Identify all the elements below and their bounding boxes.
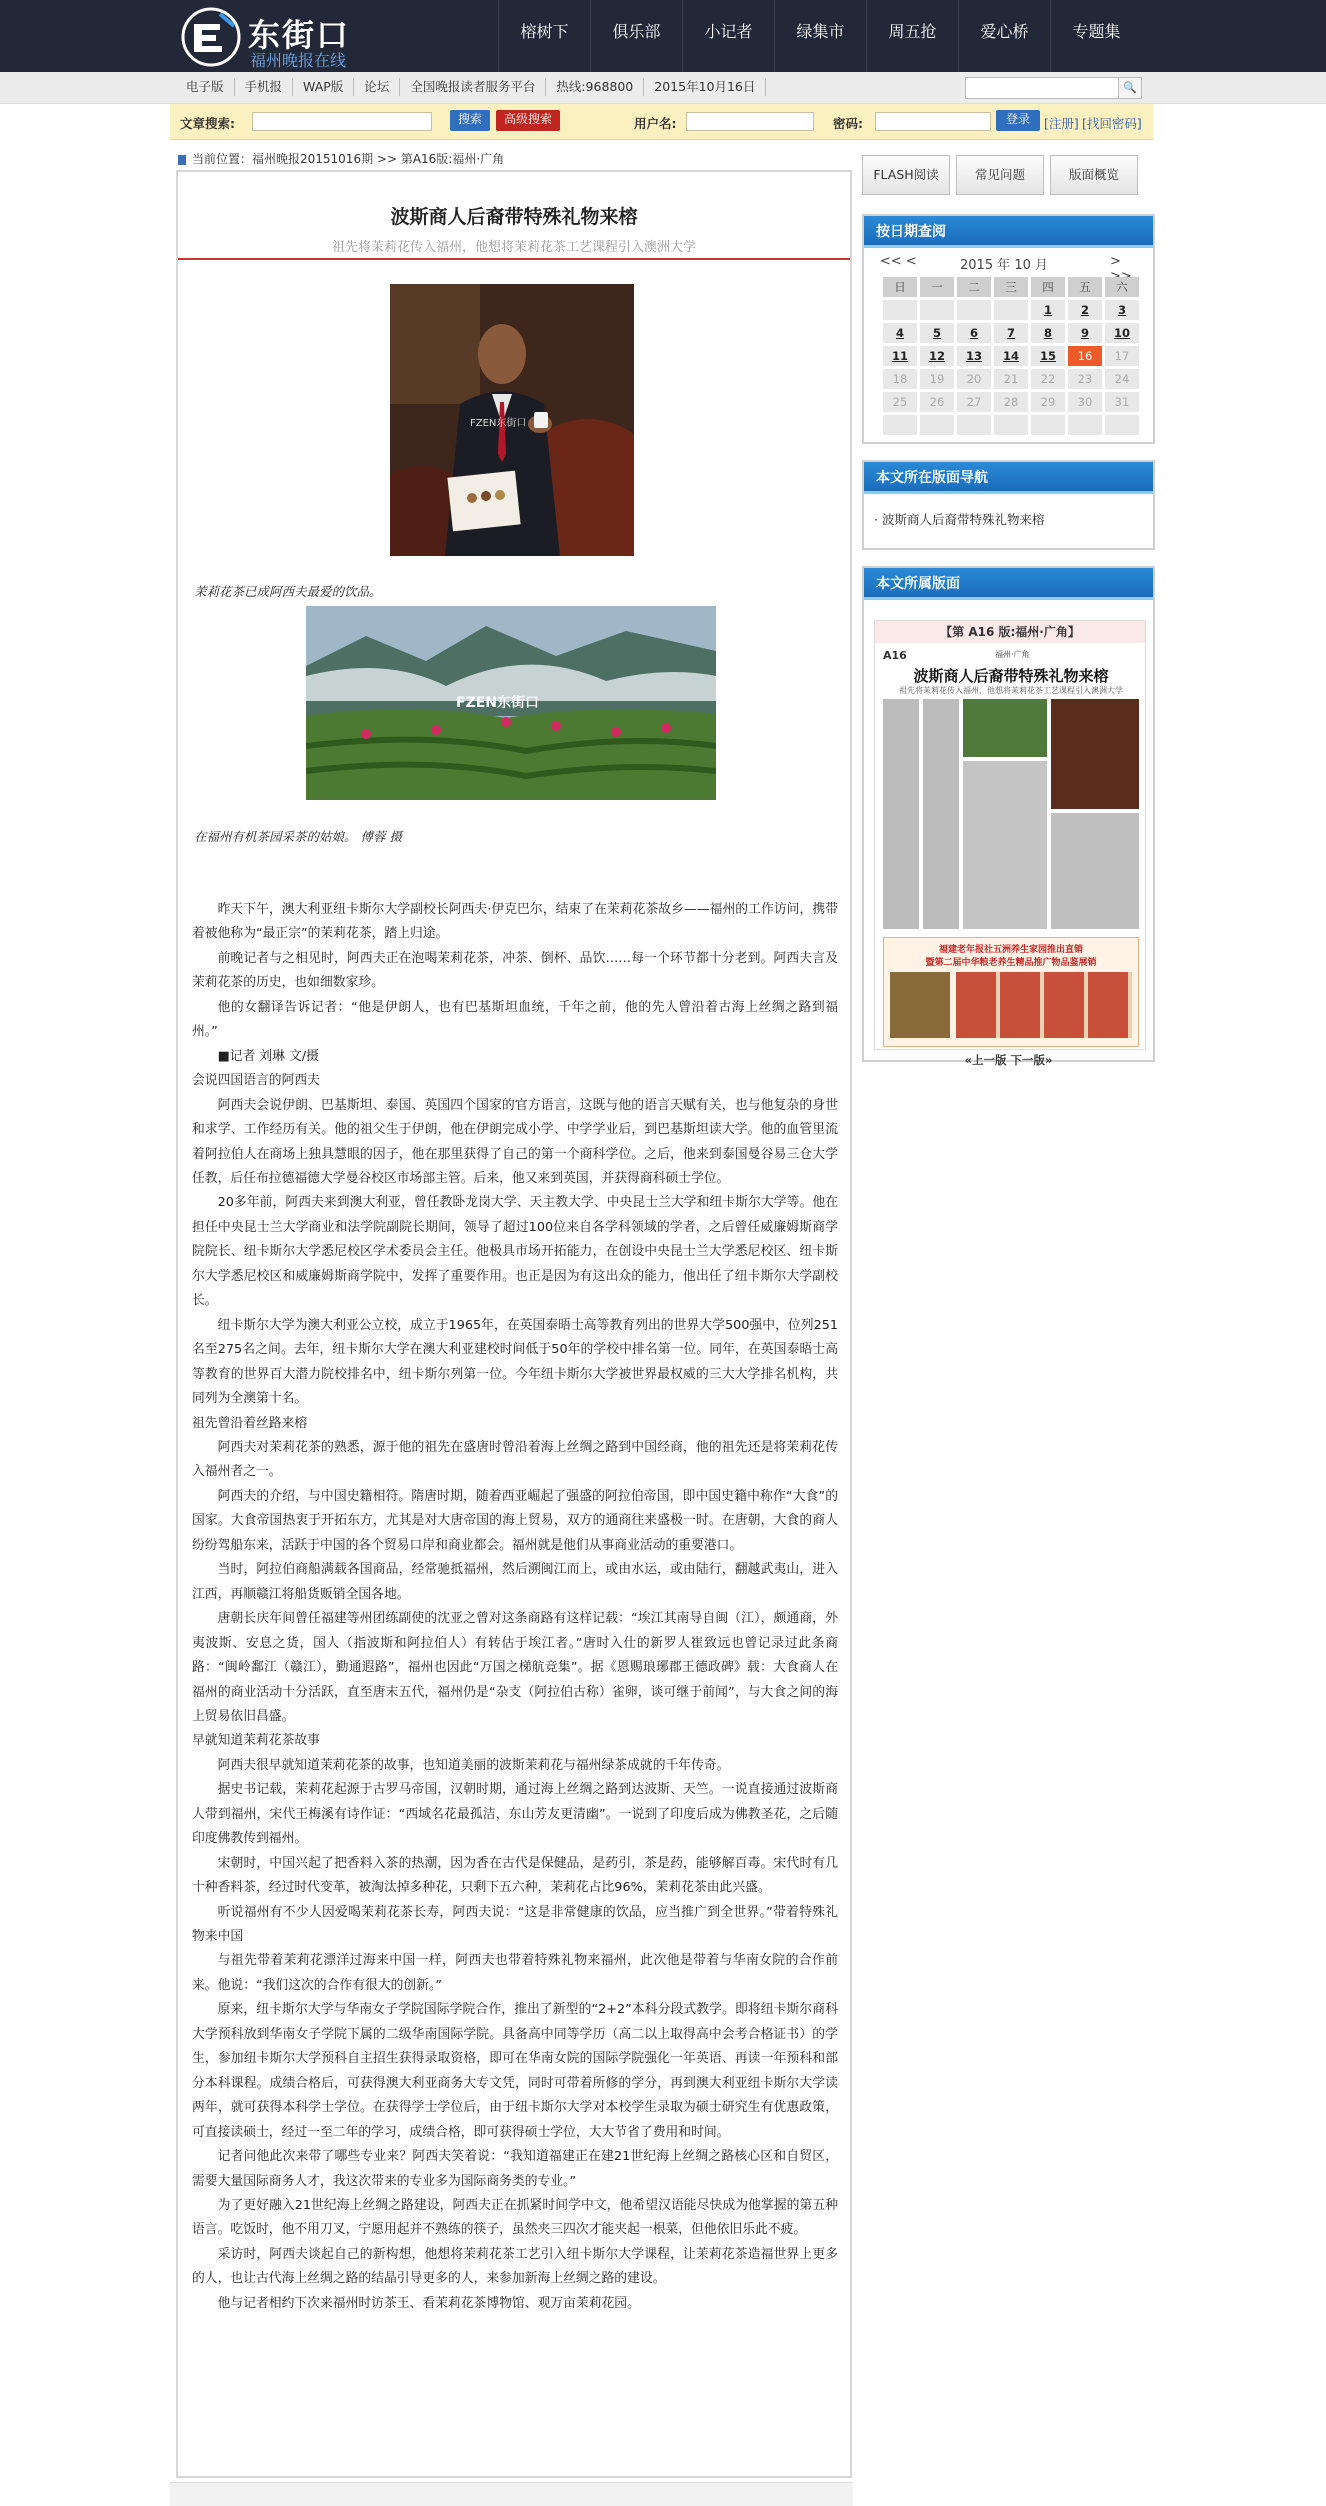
article-paragraph: 阿西夫很早就知道茉莉花茶的故事，也知道美丽的波斯茉莉花与福州绿茶成就的千年传奇。 [217,1757,730,1773]
article-paragraph: 阿西夫的介绍，与中国史籍相符。隋唐时期，随着西亚崛起了强盛的阿拉伯帝国，即中国史籍中称作“大食”的国家。大食帝国热衷于开拓东方，尤其是对大唐帝国的海上贸易，双方的通商往来盛极一时。在唐朝，大食的商人纷纷驾船东来，活跃于中国的各个贸易口岸和商业都会。福州就是他们从事商业活动的重要港口。 [192,1488,838,1553]
calendar-title: 按日期查阅 [864,216,1153,248]
calendar-weekday: 六 [1105,277,1139,297]
photo-caption-1: 茉莉花茶已成阿西夫最爱的饮品。 [194,584,382,599]
article-paragraph: 他的女翻译告诉记者：“他是伊朗人，也有巴基斯坦血统，千年之前，他的先人曾沿着古海上丝绸之路到福州。” [192,999,838,1040]
section-nav-box [862,460,1155,550]
article-paragraph: 唐朝长庆年间曾任福建等州团练副使的沈亚之曾对这条商路有这样记载：“埃江其南导自闽（江），颇通商，外夷波斯、安息之货，国人（指波斯和阿拉伯人）有转估于埃江者。”唐时入仕的新罗人崔致远也曾记录过此条商路：“闽岭鄱江（赣江），勤通遐路”，福州也因此“万国之梯航竞集”。据《恩赐琅琊郡王德政碑》载：大食商人在福州的商业活动十分活跃，直至唐末五代，福州仍是“杂支（阿拉伯古称）雀卵，谈可继于前闻”，与大食之间的海上贸易依旧昌盛。 [192,1611,838,1724]
article-paragraph: 阿西夫会说伊朗、巴基斯坦、泰国、英国四个国家的官方语言，这既与他的语言天赋有关，也与他复杂的身世和求学、工作经历有关。他的祖父生于伊朗，他在伊朗完成小学、中学学业后，到巴基斯坦读大学。他的血管里流着阿拉伯人在商场上独具慧眼的因子，他在那里获得了自己的第一个商科学位。之后，他来到泰国曼谷易三仓大学任教，后任布拉德福德大学曼谷校区市场部主管。后来，他又来到英国，并获得商科硕士学位。 [192,1097,838,1186]
calendar-next[interactable]: > [1110,254,1121,269]
page-box-title: 本文所属版面 [864,568,1153,600]
article-paragraph: 采访时，阿西夫谈起自己的新构想，他想将茉莉花茶工艺引入纽卡斯尔大学课程，让茉莉花茶造福世界上更多的人，也让古代海上丝绸之路的结晶引导更多的人，来参加新海上丝绸之路的建设。 [192,2246,838,2287]
calendar-day [1105,415,1139,435]
search-login-bar [170,104,1153,140]
article-section-heading: 祖先曾沿着丝路来榕 [192,1415,308,1431]
article-paragraph: 原来，纽卡斯尔大学与华南女子学院国际学院合作，推出了新型的“2+2”本科分段式教学。即将纽卡斯尔商科大学预科放到华南女子学院下属的二级华南国际学院。具备高中同等学历（高二以上取得高中会考合格证书）的学生，参加纽卡斯尔大学预科自主招生获得录取资格，即可在华南女院的国际学院强化一年英语、再读一年预科和部分本科课程。成绩合格后，可获得澳大利亚商务大专文凭，同时可带着所修的学分，再到澳大利亚纽卡斯尔大学读两年，就可获得本科学士学位。在获得学士学位后，由于纽卡斯尔大学对本校学生录取为硕士研究生有优惠政策，可直接读硕士，经过一至二年的学习，成绩合格，即可获得硕士学位，大大节省了费用和时间。 [192,2002,838,2140]
sub-link-5: 热线:968800 [546,78,644,96]
calendar-day [1068,415,1102,435]
sub-link-3[interactable]: 论坛 [354,78,400,96]
article-paragraph: 纽卡斯尔大学为澳大利亚公立校，成立于1965年，在英国泰晤士高等教育列出的世界大学500强中，位列251名至275名之间。去年，纽卡斯尔大学在澳大利亚建校时间低于50年的学校中排名第一位。同年，在英国泰晤士高等教育的世界百大潜力院校排名中，纽卡斯尔列第一位。今年纽卡斯尔大学被世界最权威的三大大学排名机构，共同列为全澳第十名。 [192,1317,838,1407]
calendar-day: 23 [1068,369,1102,389]
logo-subtitle: 福州晚报在线 [250,51,347,70]
register-link[interactable]: [注册] [1044,116,1079,131]
calendar-day [883,300,917,320]
nav-item-1[interactable]: 俱乐部 [590,0,682,72]
calendar-weekday: 二 [957,277,991,297]
sub-link-2[interactable]: WAP版 [293,78,354,96]
site-search-button[interactable]: 🔍 [1118,77,1142,99]
prev-next-page-links[interactable]: «上一版 下一版» [964,1053,1053,1067]
article-paragraph: 据史书记载，茉莉花起源于古罗马帝国，汉朝时期，通过海上丝绸之路到达波斯、天竺。一说直接通过波斯商人带到福州，宋代王梅溪有诗作证：“西域名花最孤洁，东山芳友更清幽”。一说到了印度后成为佛教圣花，之后随印度佛教传到福州。 [192,1782,838,1847]
nav-item-2[interactable]: 小记者 [682,0,774,72]
calendar-day [920,415,954,435]
calendar-weekday: 四 [1031,277,1065,297]
breadcrumb [178,150,504,167]
sidebar-button-2[interactable]: 版面概览 [1050,155,1138,195]
article-paragraph: 听说福州有不少人因爱喝茉莉花茶长寿，阿西夫说：“这是非常健康的饮品，应当推广到全世界。”带着特殊礼物来中国 [192,1904,838,1945]
article-search-input[interactable] [252,112,432,131]
thumb-ad-products [956,972,1132,1038]
username-input[interactable] [686,112,814,131]
calendar-day: 21 [994,369,1028,389]
calendar-month: 2015 年 10 月 [960,258,1049,273]
article-paragraph: 20多年前，阿西夫来到澳大利亚，曾任教卧龙岗大学、天主教大学、中央昆士兰大学和纽卡斯尔大学等。他在担任中央昆士兰大学商业和法学院副院长期间，领导了超过100位来自各学科领域的学者，之后曾任威廉姆斯商学院院长、纽卡斯尔大学悉尼校区学术委员会主任。他极具市场开拓能力，在创设中央昆士兰大学悉尼校区、纽卡斯尔大学悉尼校区和威廉姆斯商学院中，发挥了重要作用。也正是因为有这出众的能力，他出任了纽卡斯尔大学副校长。 [192,1195,838,1309]
calendar-day[interactable]: 6 [957,323,991,343]
calendar-day: 20 [957,369,991,389]
article-paragraph: 与祖先带着茉莉花漂洋过海来中国一样，阿西夫也带着特殊礼物来福州，此次他是带着与华南女院的合作前来。他说：“我们这次的合作有很大的创新。” [192,1953,838,1993]
calendar-day [1031,415,1065,435]
sidebar-button-1[interactable]: 常见问题 [956,155,1044,195]
thumb-ad-title: 福建老年报社五洲养生家园推出直销 [938,945,1083,955]
calendar-day[interactable]: 16 [1068,346,1102,366]
calendar-day[interactable]: 13 [957,346,991,366]
calendar-box [862,214,1155,444]
nav-item-6[interactable]: 专题集 [1050,0,1142,72]
logo-title: 东街口 [248,16,351,54]
sub-link-1[interactable]: 手机报 [235,78,294,96]
sidebar-button-0[interactable]: FLASH阅读 [862,155,950,195]
sidebar-tool-buttons [862,155,1138,195]
article-paragraph: 阿西夫对茉莉花茶的熟悉，源于他的祖先在盛唐时曾沿着海上丝绸之路到中国经商，他的祖先还是将茉莉花传入福州者之一。 [192,1439,838,1480]
thumb-ad-photo [890,972,950,1038]
article-section-heading: 早就知道茉莉花茶故事 [192,1733,320,1749]
article-paragraph: 记者问他此次来带了哪些专业来？阿西夫笑着说：“我知道福建正在建21世纪海上丝绸之路核心区和自贸区，需要大量国际商务人才，我这次带来的专业多为国际商务类的专业。” [192,2149,838,2189]
title-divider [178,258,850,260]
article-title: 波斯商人后裔带特殊礼物来榕 [390,206,638,228]
calendar-day: 17 [1105,346,1139,366]
calendar-weekday: 日 [883,277,917,297]
calendar-day[interactable]: 12 [920,346,954,366]
article-section-heading: 会说四国语言的阿西夫 [192,1073,320,1089]
calendar-day [883,415,917,435]
article-paragraph: 他与记者相约下次来福州时访茶王、看茉莉花茶博物馆、观万亩茉莉花园。 [217,2295,640,2311]
calendar-day[interactable]: 15 [1031,346,1065,366]
password-input[interactable] [875,112,991,131]
calendar-grid [880,274,1142,438]
thumb-header: 【第 A16 版:福州·广角】 [875,621,1145,643]
calendar-day: 22 [1031,369,1065,389]
calendar-weekday: 五 [1068,277,1102,297]
article-paragraph: 为了更好融入21世纪海上丝绸之路建设，阿西夫正在抓紧时间学中文，他希望汉语能尽快成为他掌握的第五种语言。吃饭时，他不用刀叉，宁愿用起并不熟练的筷子，虽然夹三四次才能夹起一根菜，但他依旧乐此不疲。 [192,2198,838,2238]
calendar-day[interactable]: 11 [883,346,917,366]
main-nav [498,0,1142,72]
article-search-label: 文章搜索: [180,116,235,131]
calendar-day: 18 [883,369,917,389]
calendar-week-row [883,392,1139,412]
photo-caption-2: 在福州有机茶园采茶的姑娘。 傅蓉 摄 [194,829,402,844]
page-thumbnail[interactable] [874,620,1146,1050]
site-search-input[interactable] [965,77,1123,99]
article-paragraph: ■记者 刘琳 文/摄 [217,1048,319,1064]
calendar-day: 25 [883,392,917,412]
calendar-day: 28 [994,392,1028,412]
article-paragraph: 宋朝时，中国兴起了把香料入茶的热潮，因为香在古代是保健品，是药引，茶是药，能够解百毒。宋代时有几十种香料茶，经过时代变革，被淘汰掉多种花，只剩下五六种，茉莉花占比96%，茉莉花茶由此兴盛。 [192,1855,838,1896]
calendar-day: 31 [1105,392,1139,412]
calendar-day: 29 [1031,392,1065,412]
calendar-week-row [883,323,1139,343]
search-button[interactable]: 搜索 [450,110,490,131]
article-body [192,898,838,2316]
calendar-weekday: 三 [994,277,1028,297]
thumb-subtitle: 祖先将茉莉花传入福州，他想将茉莉花茶工艺课程引入澳洲大学 [899,686,1123,695]
calendar-day[interactable]: 4 [883,323,917,343]
sub-links [180,78,766,96]
nav-item-4[interactable]: 周五抢 [866,0,958,72]
sub-link-6: 2015年10月16日 [644,78,766,96]
breadcrumb-marker-icon [178,155,186,165]
sub-bar [0,72,1326,104]
nav-item-3[interactable]: 绿集市 [774,0,866,72]
calendar-day[interactable]: 3 [1105,300,1139,320]
tea-garden-photo [306,606,716,800]
calendar-day: 24 [1105,369,1139,389]
section-nav-item[interactable]: · 波斯商人后裔带特殊礼物来榕 [874,512,1045,527]
page-box [862,566,1155,1067]
calendar-day[interactable]: 14 [994,346,1028,366]
calendar-day[interactable]: 2 [1068,300,1102,320]
article-subtitle: 祖先将茉莉花传入福州，他想将茉莉花茶工艺课程引入澳洲大学 [331,240,696,255]
calendar-day: 19 [920,369,954,389]
nav-item-0[interactable]: 榕树下 [498,0,590,72]
calendar-day[interactable]: 7 [994,323,1028,343]
calendar-week-row [883,346,1139,366]
password-label: 密码: [833,116,863,131]
calendar-day: 26 [920,392,954,412]
calendar-week-row [883,369,1139,389]
calendar-day [920,300,954,320]
thumb-section: 福州·广角 [995,650,1030,659]
calendar-day[interactable]: 5 [920,323,954,343]
calendar-prev[interactable]: << < [880,254,917,269]
calendar-day[interactable]: 1 [1031,300,1065,320]
sub-link-0[interactable]: 电子版 [180,78,235,96]
thumb-title: 波斯商人后裔带特殊礼物来榕 [913,667,1109,685]
calendar-day [957,300,991,320]
calendar-month-nav [880,254,1142,273]
calendar-day [994,415,1028,435]
photo-watermark-2: FZEN东街口 [456,695,539,711]
logo-mark-icon [180,6,242,68]
calendar-week-row [883,415,1139,435]
calendar-day: 30 [1068,392,1102,412]
section-nav-title: 本文所在版面导航 [864,462,1153,494]
calendar-day [957,415,991,435]
login-button[interactable]: 登录 [996,110,1040,131]
article-paragraph: 当时，阿拉伯商船满载各国商品，经常驰抵福州，然后溯闽江而上，或由水运，或由陆行，翻越武夷山，进入江西，再顺赣江将船货贩销全国各地。 [192,1562,838,1602]
calendar-week-row [883,300,1139,320]
calendar-day[interactable]: 9 [1068,323,1102,343]
thumb-ad-subtitle: 暨第二届中华粮老养生精品推广物品鉴展销 [925,958,1097,968]
calendar-day [994,300,1028,320]
sub-link-4[interactable]: 全国晚报读者服务平台 [400,78,546,96]
thumb-columns-illustration [883,699,1139,933]
article-paragraph: 前晚记者与之相见时，阿西夫正在泡喝茉莉花茶，冲茶、倒杯、品饮……每一个环节都十分老到。阿西夫言及茉莉花茶的历史，也如细数家珍。 [192,950,838,991]
article-paragraph: 昨天下午，澳大利亚纽卡斯尔大学副校长阿西夫·伊克巴尔，结束了在茉莉花茶故乡——福州的工作访问，携带着被他称为“最正宗”的茉莉花茶，踏上归途。 [192,902,838,942]
forgot-password-link[interactable]: [找回密码] [1082,116,1142,131]
portrait-photo [390,284,634,556]
calendar-weekday-row [883,277,1139,297]
calendar-day: 27 [957,392,991,412]
breadcrumb-text[interactable]: 当前位置：福州晚报20151016期 >> 第A16版:福州·广角 [192,152,505,166]
calendar-weekday: 一 [920,277,954,297]
calendar-day[interactable]: 8 [1031,323,1065,343]
article-panel [176,170,852,2478]
calendar-day[interactable]: 10 [1105,323,1139,343]
top-header [0,0,1326,72]
thumb-ad [883,937,1139,1047]
photo-watermark: FZEN东街口 [470,418,527,429]
username-label: 用户名: [634,116,677,131]
bottom-strip [170,2482,853,2506]
site-logo[interactable] [180,6,380,70]
nav-item-5[interactable]: 爱心桥 [958,0,1050,72]
thumb-page-no: A16 [883,649,907,662]
advanced-search-button[interactable]: 高级搜索 [496,110,560,131]
